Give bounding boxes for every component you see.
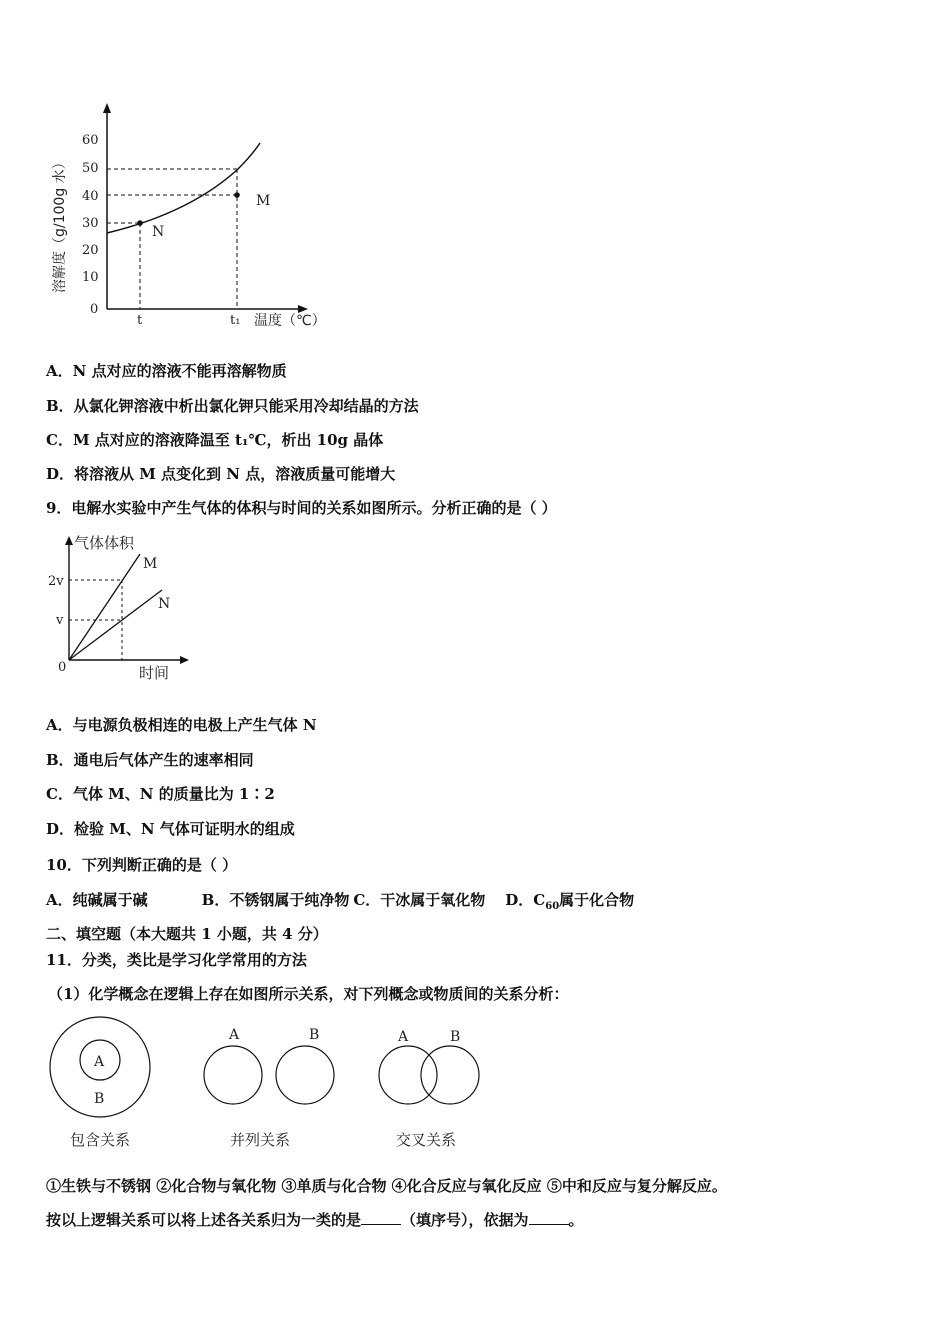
y-tick: 30	[82, 216, 99, 231]
q8-option-d: D．将溶液从 M 点变化到 N 点，溶液质量可能增大	[46, 465, 396, 483]
y-axis-arrow	[65, 536, 73, 545]
containment-label-A: A	[94, 1054, 105, 1070]
x-tick-t: t	[137, 313, 143, 328]
y-tick: 50	[82, 161, 99, 176]
intersect-circle-A	[379, 1046, 437, 1104]
parallel-label-A: A	[229, 1027, 240, 1043]
y-tick: 20	[82, 243, 99, 258]
parallel-label-B: B	[309, 1027, 320, 1043]
q10-option-b: B．不锈钢属于纯净物	[201, 891, 350, 909]
q9-option-a: A．与电源负极相连的电极上产生气体 N	[46, 716, 317, 734]
q9-stem: 9．电解水实验中产生气体的体积与时间的关系如图所示。分析正确的是（ ）	[46, 499, 557, 517]
y-axis-label: 溶解度（g/100g 水）	[52, 155, 68, 293]
answer-blank-2[interactable]	[529, 1212, 569, 1225]
point-M	[234, 192, 240, 198]
q11-sub1: （1）化学概念在逻辑上存在如图所示关系，对下列概念或物质间的关系分析：	[48, 985, 569, 1003]
y-tick-v: v	[56, 613, 64, 628]
solubility-chart	[40, 95, 360, 345]
q8-option-c: C．M 点对应的溶液降温至 t₁℃，析出 10g 晶体	[46, 431, 384, 449]
y-tick: 10	[82, 270, 99, 285]
intersect-label-B: B	[450, 1029, 461, 1045]
series-N-label: N	[158, 596, 171, 612]
x-axis-arrow	[180, 656, 189, 664]
q9-option-c: C．气体 M、N 的质量比为 1∶2	[46, 785, 275, 803]
intersect-label-A: A	[398, 1029, 409, 1045]
q11-items: ①生铁与不锈钢 ②化合物与氧化物 ③单质与化合物 ④化合反应与氧化反应 ⑤中和反应与复分解反应。	[46, 1177, 727, 1195]
q9-option-b: B．通电后气体产生的速率相同	[46, 751, 254, 769]
q8-option-b: B．从氯化钾溶液中析出氯化钾只能采用冷却结晶的方法	[46, 397, 419, 415]
y-axis-label: 气体体积	[74, 534, 135, 552]
q11-stem: 11．分类，类比是学习化学常用的方法	[46, 951, 307, 969]
electrolysis-chart	[40, 528, 210, 688]
y-axis-arrow	[103, 103, 111, 113]
q8-option-a: A．N 点对应的溶液不能再溶解物质	[46, 362, 287, 380]
point-N-label: N	[152, 224, 165, 240]
y-tick-0: 0	[58, 660, 67, 675]
parallel-caption: 并列关系	[230, 1131, 291, 1149]
y-tick-2v: 2v	[48, 574, 64, 589]
y-tick: 0	[90, 302, 99, 317]
q10-stem: 10．下列判断正确的是（ ）	[46, 856, 238, 874]
containment-caption: 包含关系	[70, 1131, 131, 1149]
x-axis-arrow	[298, 305, 308, 313]
section-heading: 二、填空题（本大题共 1 小题，共 4 分）	[46, 925, 328, 943]
q10-options	[46, 889, 634, 912]
y-tick: 60	[82, 133, 99, 148]
q11-question: 按以上逻辑关系可以将上述各关系归为一类的是 （填序号），依据为 。	[46, 1211, 584, 1229]
intersect-caption: 交叉关系	[396, 1131, 457, 1149]
series-M-line	[69, 554, 140, 660]
point-N	[137, 220, 143, 226]
intersect-circle-B	[421, 1046, 479, 1104]
q10-option-c: C．干冰属于氧化物	[353, 891, 486, 909]
y-tick: 40	[82, 189, 99, 204]
q9-option-d: D．检验 M、N 气体可证明水的组成	[46, 820, 295, 838]
series-N-line	[69, 590, 162, 660]
x-axis-label: 温度（℃）	[254, 313, 326, 329]
x-axis-label: 时间	[139, 664, 170, 682]
containment-label-B: B	[94, 1091, 105, 1107]
parallel-circle-A	[204, 1046, 262, 1104]
series-M-label: M	[143, 556, 158, 572]
parallel-circle-B	[276, 1046, 334, 1104]
x-tick-t1: t₁	[230, 313, 241, 328]
relation-diagrams	[40, 1015, 500, 1155]
point-M-label: M	[256, 193, 271, 209]
answer-blank-1[interactable]	[361, 1212, 401, 1225]
q10-option-d: D．$C_{60}$属于化合物	[505, 891, 635, 912]
q10-option-a: A．纯碱属于碱	[46, 891, 148, 909]
